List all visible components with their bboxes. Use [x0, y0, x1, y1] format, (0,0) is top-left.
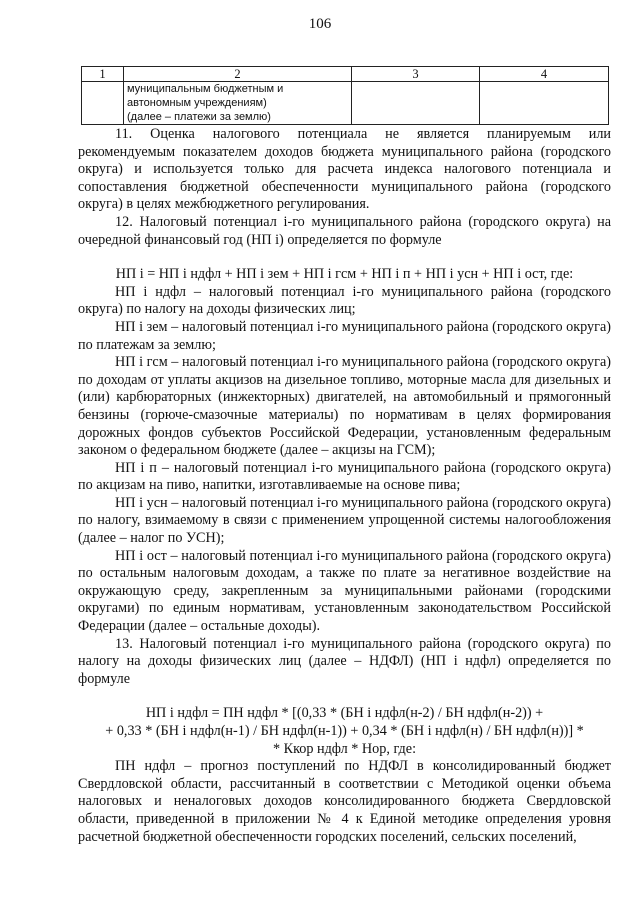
page-number: 106 — [308, 16, 332, 32]
table-cell — [480, 82, 609, 125]
table-header-row — [82, 67, 609, 82]
table-cell — [82, 82, 124, 125]
definition-usn: НП i усн – налоговый потенциал i-го муниципального района (городского округа) по налогу, взимаемому в связи с применением упрощенной системы налогообложения (далее – налог по УСН); — [78, 494, 611, 547]
definition-ndfl: НП i ндфл – налоговый потенциал i-го муниципального района (городского округа) по налогу на доходы физических лиц; — [78, 283, 611, 318]
table-cell-description — [124, 82, 352, 125]
table-header-cell: 1 — [82, 67, 124, 82]
definition-zem: НП i зем – налоговый потенциал i-го муниципального района (городского округа) по платежам за землю; — [78, 318, 611, 353]
table-header-cell: 4 — [480, 67, 609, 82]
table-row — [82, 82, 609, 125]
table-cell-line: муниципальным бюджетным и — [127, 83, 284, 95]
document-body — [78, 126, 611, 846]
table-cell — [352, 82, 480, 125]
formula-ndfl-line-3: * Ккор ндфл * Нор, где: — [272, 740, 417, 757]
table-header-cell: 3 — [352, 67, 480, 82]
definition-ost: НП i ост – налоговый потенциал i-го муниципального района (городского округа) по остальным налоговым доходам, а также по плате за негативное воздействие на окружающую среду, закрепленным за муниципальными районами (городскими округами) по единым нормативам, установленным законодательством Российской Федерации (далее – остальные доходы). — [78, 547, 611, 635]
paragraph-13: 13. Налоговый потенциал i-го муниципального района (городского округа) по налогу на доходы физических лиц (далее – НДФЛ) (НП i ндфл) определяется по формуле — [78, 635, 611, 687]
table-cell-line: (далее – платежи за землю) — [127, 111, 271, 123]
paragraph-11: 11. Оценка налогового потенциала не является планируемым или рекомендуемым показателем доходов бюджета муниципального района (городского округа) и используется только для расчета индекса налогового потенциала и сопоставления бюджетной обеспеченности муниципального района (городского округа) в целях межбюджетного регулирования. — [78, 126, 611, 213]
paragraph-12: 12. Налоговый потенциал i-го муниципального района (городского округа) на очередной финансовый год (НП i) определяется по формуле — [78, 213, 611, 248]
formula-ndfl-line-2: + 0,33 * (БН i ндфл(н-1) / БН ндфл(н-1)) + 0,34 * (БН i ндфл(н) / БН ндфл(н))] * — [105, 723, 584, 739]
table-cell-line: автономным учреждениям) — [127, 97, 267, 109]
definition-pn-ndfl: ПН ндфл – прогноз поступлений по НДФЛ в консолидированный бюджет Свердловской области, рассчитанный в соответствии с Методикой оценки объема налоговых и неналоговых доходов консолидированного бюджета Свердловской области, приведенной в приложении № 4 к Единой методике определения уровня расчетной бюджетной обеспеченности городских поселений, сельских поселений, — [78, 758, 611, 845]
formula-ndfl-line-1: НП i ндфл = ПН ндфл * [(0,33 * (БН i ндфл(н-2) / БН ндфл(н-2)) + — [145, 705, 544, 722]
definition-gsm: НП i гсм – налоговый потенциал i-го муниципального района (городского округа) по доходам от уплаты акцизов на дизельное топливо, моторные масла для дизельных и (или) карбюраторных (инжекторных) двигателей, на автомобильный и прямогонный бензины (горюче-смазочные материалы) по нормативам в целях формирования дорожных фондов субъектов Российской Федерации, установленным федеральным законом о федеральном бюджете (далее – акцизы на ГСМ); — [78, 354, 611, 459]
definition-p: НП i п – налоговый потенциал i-го муниципального района (городского округа) по акцизам на пиво, напитки, изготавливаемые на основе пива; — [78, 459, 611, 494]
table-fragment — [81, 66, 608, 125]
revenue-table — [81, 66, 609, 125]
formula-tax-potential: НП i = НП i ндфл + НП i зем + НП i гсм + НП i п + НП i усн + НП i ост, где: — [115, 266, 574, 283]
table-header-cell: 2 — [124, 67, 352, 82]
